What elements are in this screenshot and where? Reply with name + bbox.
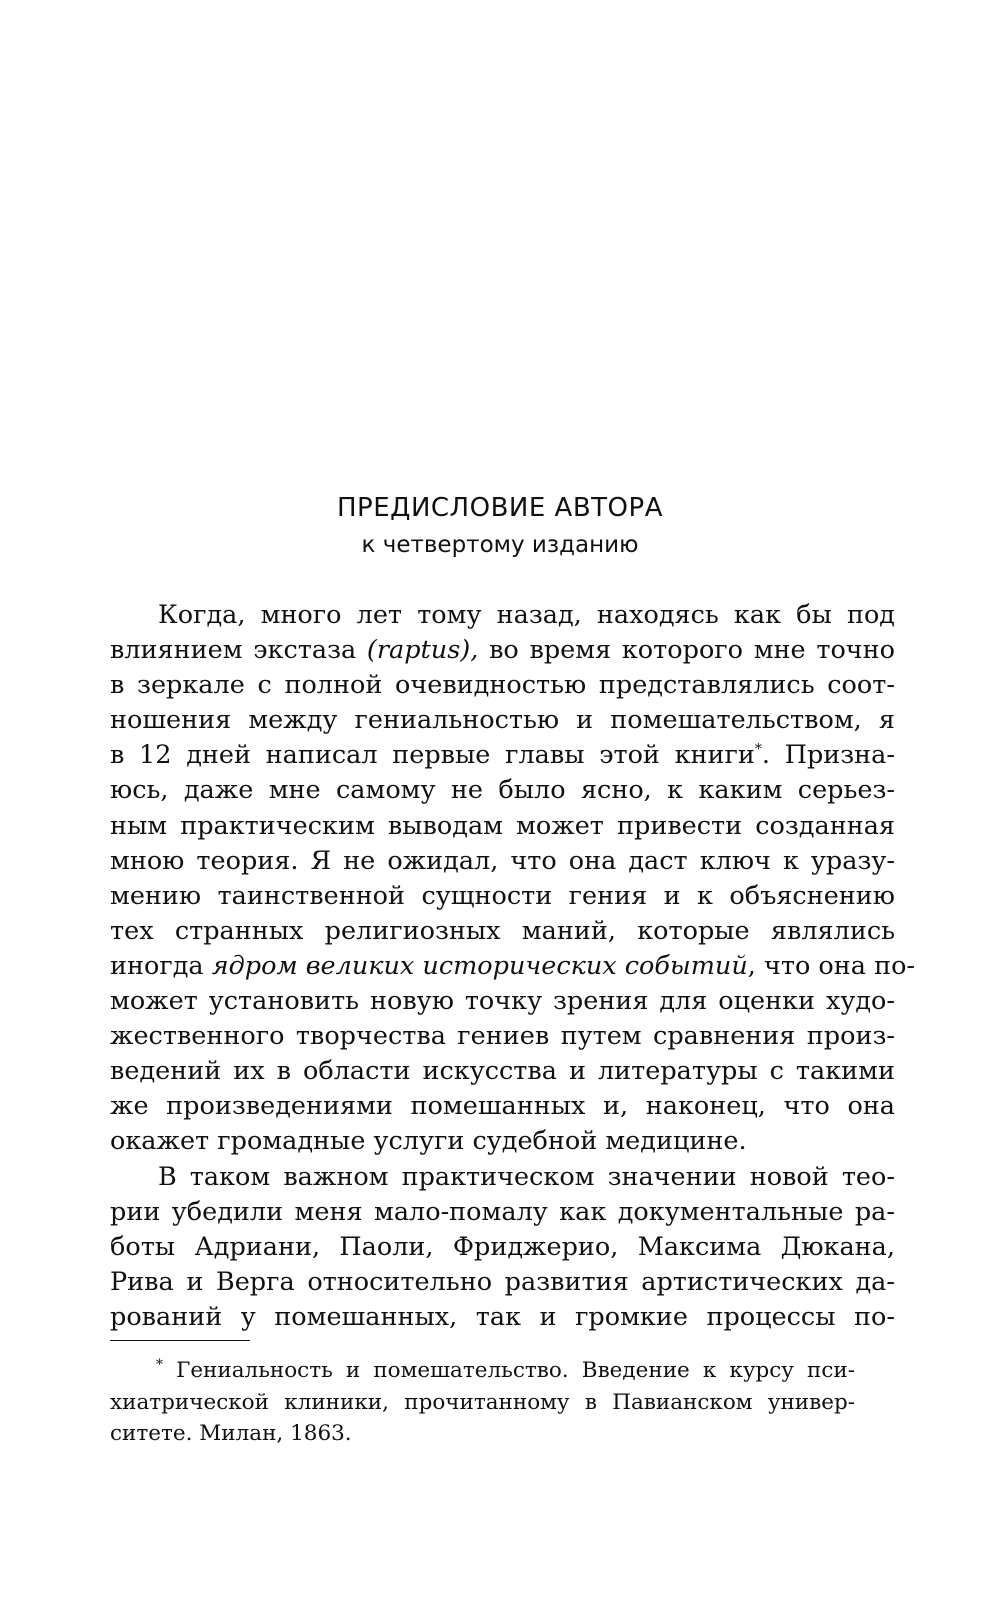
main-text [110, 598, 916, 1335]
footnote-line: хиатрической клиники, прочитанному в Павианском универ- [110, 1389, 855, 1415]
text-line: мению таинственной сущности гения и к объяснению [110, 880, 895, 911]
text-line: ношения между гениальностью и помешательством, я [110, 705, 895, 736]
chapter-subtitle: к четвертому изданию [361, 532, 639, 558]
text-line: мною теория. Я не ожидал, что она даст ключ к уразу- [110, 845, 895, 876]
text-line: рований у помешанных, так и громкие процессы по- [110, 1301, 895, 1332]
text-segment: влиянием экстаза [110, 635, 367, 666]
italic-term: (raptus), [366, 635, 479, 666]
italic-phrase: ядром великих исторических событий [211, 950, 748, 981]
chapter-title: ПРЕДИСЛОВИЕ АВТОРА [336, 493, 663, 523]
text-line: же произведениями помешанных и, наконец, что она [110, 1091, 895, 1122]
paragraph-1 [110, 598, 916, 1160]
paragraph-2 [110, 1160, 895, 1335]
text-line: Когда, много лет тому назад, находясь как бы под [158, 600, 895, 630]
text-line: ведений их в области искусства и литературы с такими [110, 1056, 895, 1087]
footnote-line [110, 1355, 855, 1387]
text-line [110, 738, 895, 773]
text-segment: , что она по- [747, 950, 916, 981]
text-segment: Гениальность и помешательство. Введение к курсу пси- [163, 1358, 855, 1383]
text-line: Рива и Верга относительно развития артистических да- [110, 1266, 895, 1297]
text-line: в зеркале с полной очевидностью представлялись соот- [110, 670, 895, 701]
footnote-divider [110, 1340, 250, 1341]
text-segment: в 12 дней написал первые главы этой книги [110, 740, 755, 771]
text-line: ным практическим выводам может привести созданная [110, 810, 895, 841]
text-line: боты Адриани, Паоли, Фриджерио, Максима Дюкана, [110, 1231, 895, 1262]
text-line: жественного творчества гениев путем сравнения произ- [110, 1021, 895, 1052]
text-line: может установить новую точку зрения для оценки худо- [110, 986, 895, 1017]
text-line: рии убедили меня мало-помалу как документальные ра- [110, 1196, 895, 1227]
text-line: В таком важном практическом значении новой тео- [158, 1161, 895, 1192]
text-segment: во время которого мне точно [478, 635, 895, 666]
footnote-mark: * [156, 1356, 163, 1373]
text-line [110, 633, 895, 668]
text-line: тех странных религиозных маний, которые являлись [110, 915, 895, 946]
footnote [110, 1355, 855, 1450]
text-line [110, 949, 916, 984]
footnote-line: ситете. Милан, 1863. [110, 1421, 352, 1446]
footnote-reference[interactable]: * [754, 741, 762, 758]
text-segment: иногда [110, 950, 212, 981]
text-segment: . Призна- [761, 740, 895, 771]
text-line: юсь, даже мне самому не было ясно, к каким серьез- [110, 775, 895, 806]
text-line: окажет громадные услуги судебной медицине. [110, 1126, 747, 1157]
